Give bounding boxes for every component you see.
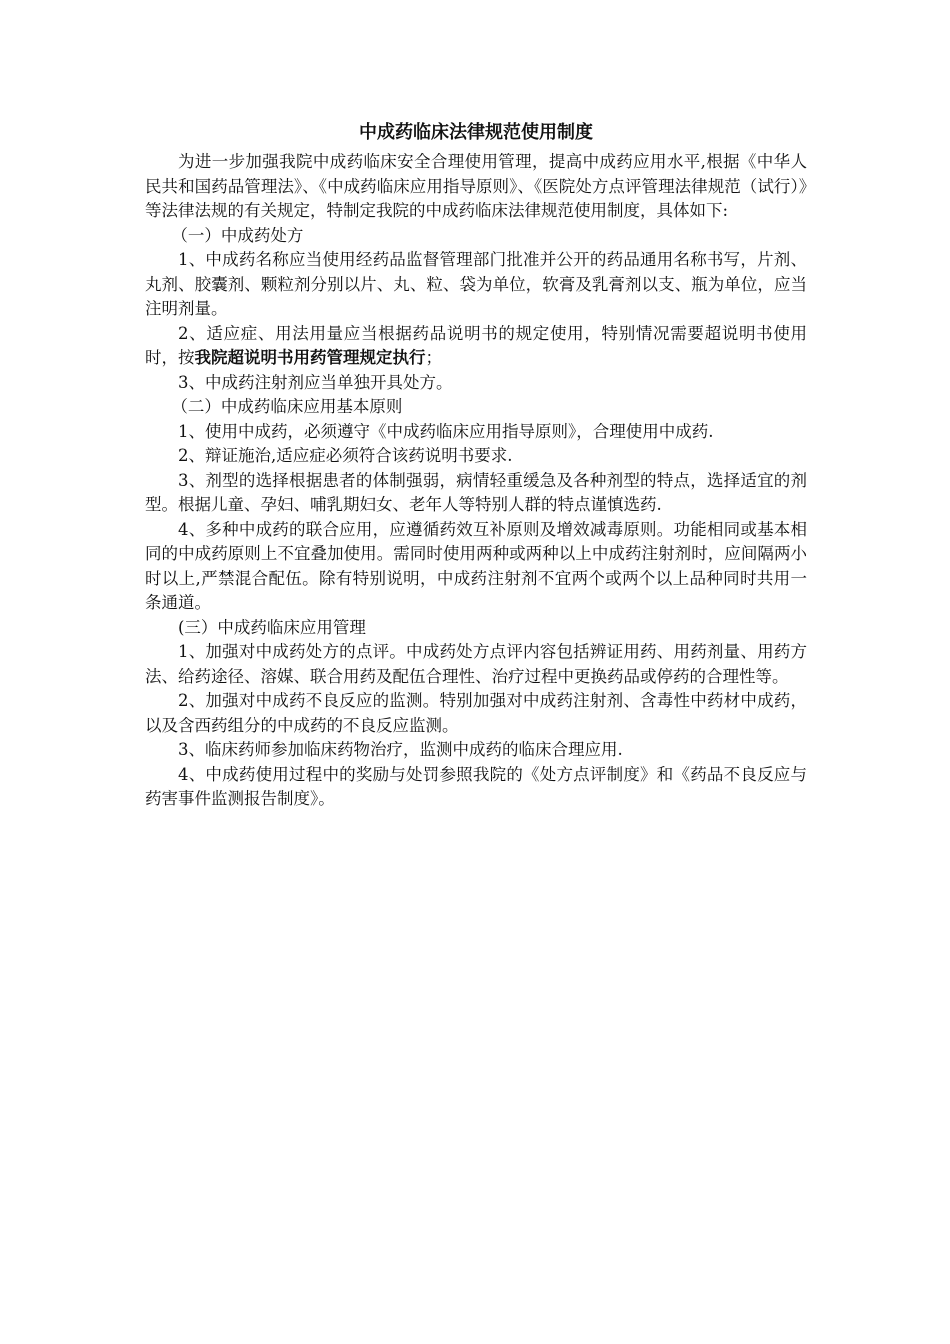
section1-item-2-text: 2、适应症、用法用量应当根据药品说明书的规定使用，特别情况需要超说明书使用时，按 <box>145 323 807 367</box>
section1-item-2-emphasis: 我院超说明书用药管理规定执行 <box>194 348 426 367</box>
section3-item-4: 4、中成药使用过程中的奖励与处罚参照我院的《处方点评制度》和《药品不良反应与药害事件监测报告制度》。 <box>145 764 807 808</box>
section1-item-3: 3、中成药注射剂应当单独开具处方。 <box>178 372 453 392</box>
document-title: 中成药临床法律规范使用制度 <box>359 122 593 143</box>
intro-paragraph: 为进一步加强我院中成药临床安全合理使用管理，提高中成药应用水平,根据《中华人民共和国药品管理法》、《中成药临床应用指导原则》、《医院处方点评管理法律规范（试行）》等法律法规的有关规定，特制定我院的中成药临床法律规范使用制度，具体如下: <box>145 152 807 220</box>
section2-item-3: 3、剂型的选择根据患者的体制强弱，病情轻重缓急及各种剂型的特点，选择适宜的剂型。根据儿童、孕妇、哺乳期妇女、老年人等特别人群的特点谨慎选药. <box>145 470 807 514</box>
section2-item-1: 1、使用中成药，必须遵守《中成药临床应用指导原则》，合理使用中成药. <box>178 421 714 441</box>
section-heading-2: （二）中成药临床应用基本原则 <box>171 397 403 416</box>
section1-item-1: 1、中成药名称应当使用经药品监督管理部门批准并公开的药品通用名称书写，片剂、丸剂、胶囊剂、颗粒剂分别以片、丸、粒、袋为单位，软膏及乳膏剂以支、瓶为单位，应当注明剂量。 <box>145 250 807 318</box>
section3-item-1: 1、加强对中成药处方的点评。中成药处方点评内容包括辨证用药、用药剂量、用药方法、给药途径、溶媒、联合用药及配伍合理性、治疗过程中更换药品或停药的合理性等。 <box>145 642 807 686</box>
section1-item-2-end: ； <box>425 348 442 367</box>
section-heading-1: （一）中成药处方 <box>171 225 304 245</box>
section3-item-3: 3、临床药师参加临床药物治疗，监测中成药的临床合理应用. <box>178 740 623 759</box>
section1-item-2 <box>145 322 807 371</box>
section-heading-3: (三）中成药临床应用管理 <box>178 617 366 637</box>
section2-item-2: 2、辩证施治,适应症必须符合该药说明书要求. <box>178 446 513 465</box>
section2-item-4: 4、多种中成药的联合应用，应遵循药效互补原则及增效减毒原则。功能相同或基本相同的中成药原则上不宜叠加使用。需同时使用两种或两种以上中成药注射剂时，应间隔两小时以上,严禁混合配伍。除有特别说明，中成药注射剂不宜两个或两个以上品种同时共用一条通道。 <box>145 519 807 612</box>
section3-item-2: 2、加强对中成药不良反应的监测。特别加强对中成药注射剂、含毒性中药材中成药，以及含西药组分的中成药的不良反应监测。 <box>145 691 807 735</box>
document-page <box>145 118 807 812</box>
